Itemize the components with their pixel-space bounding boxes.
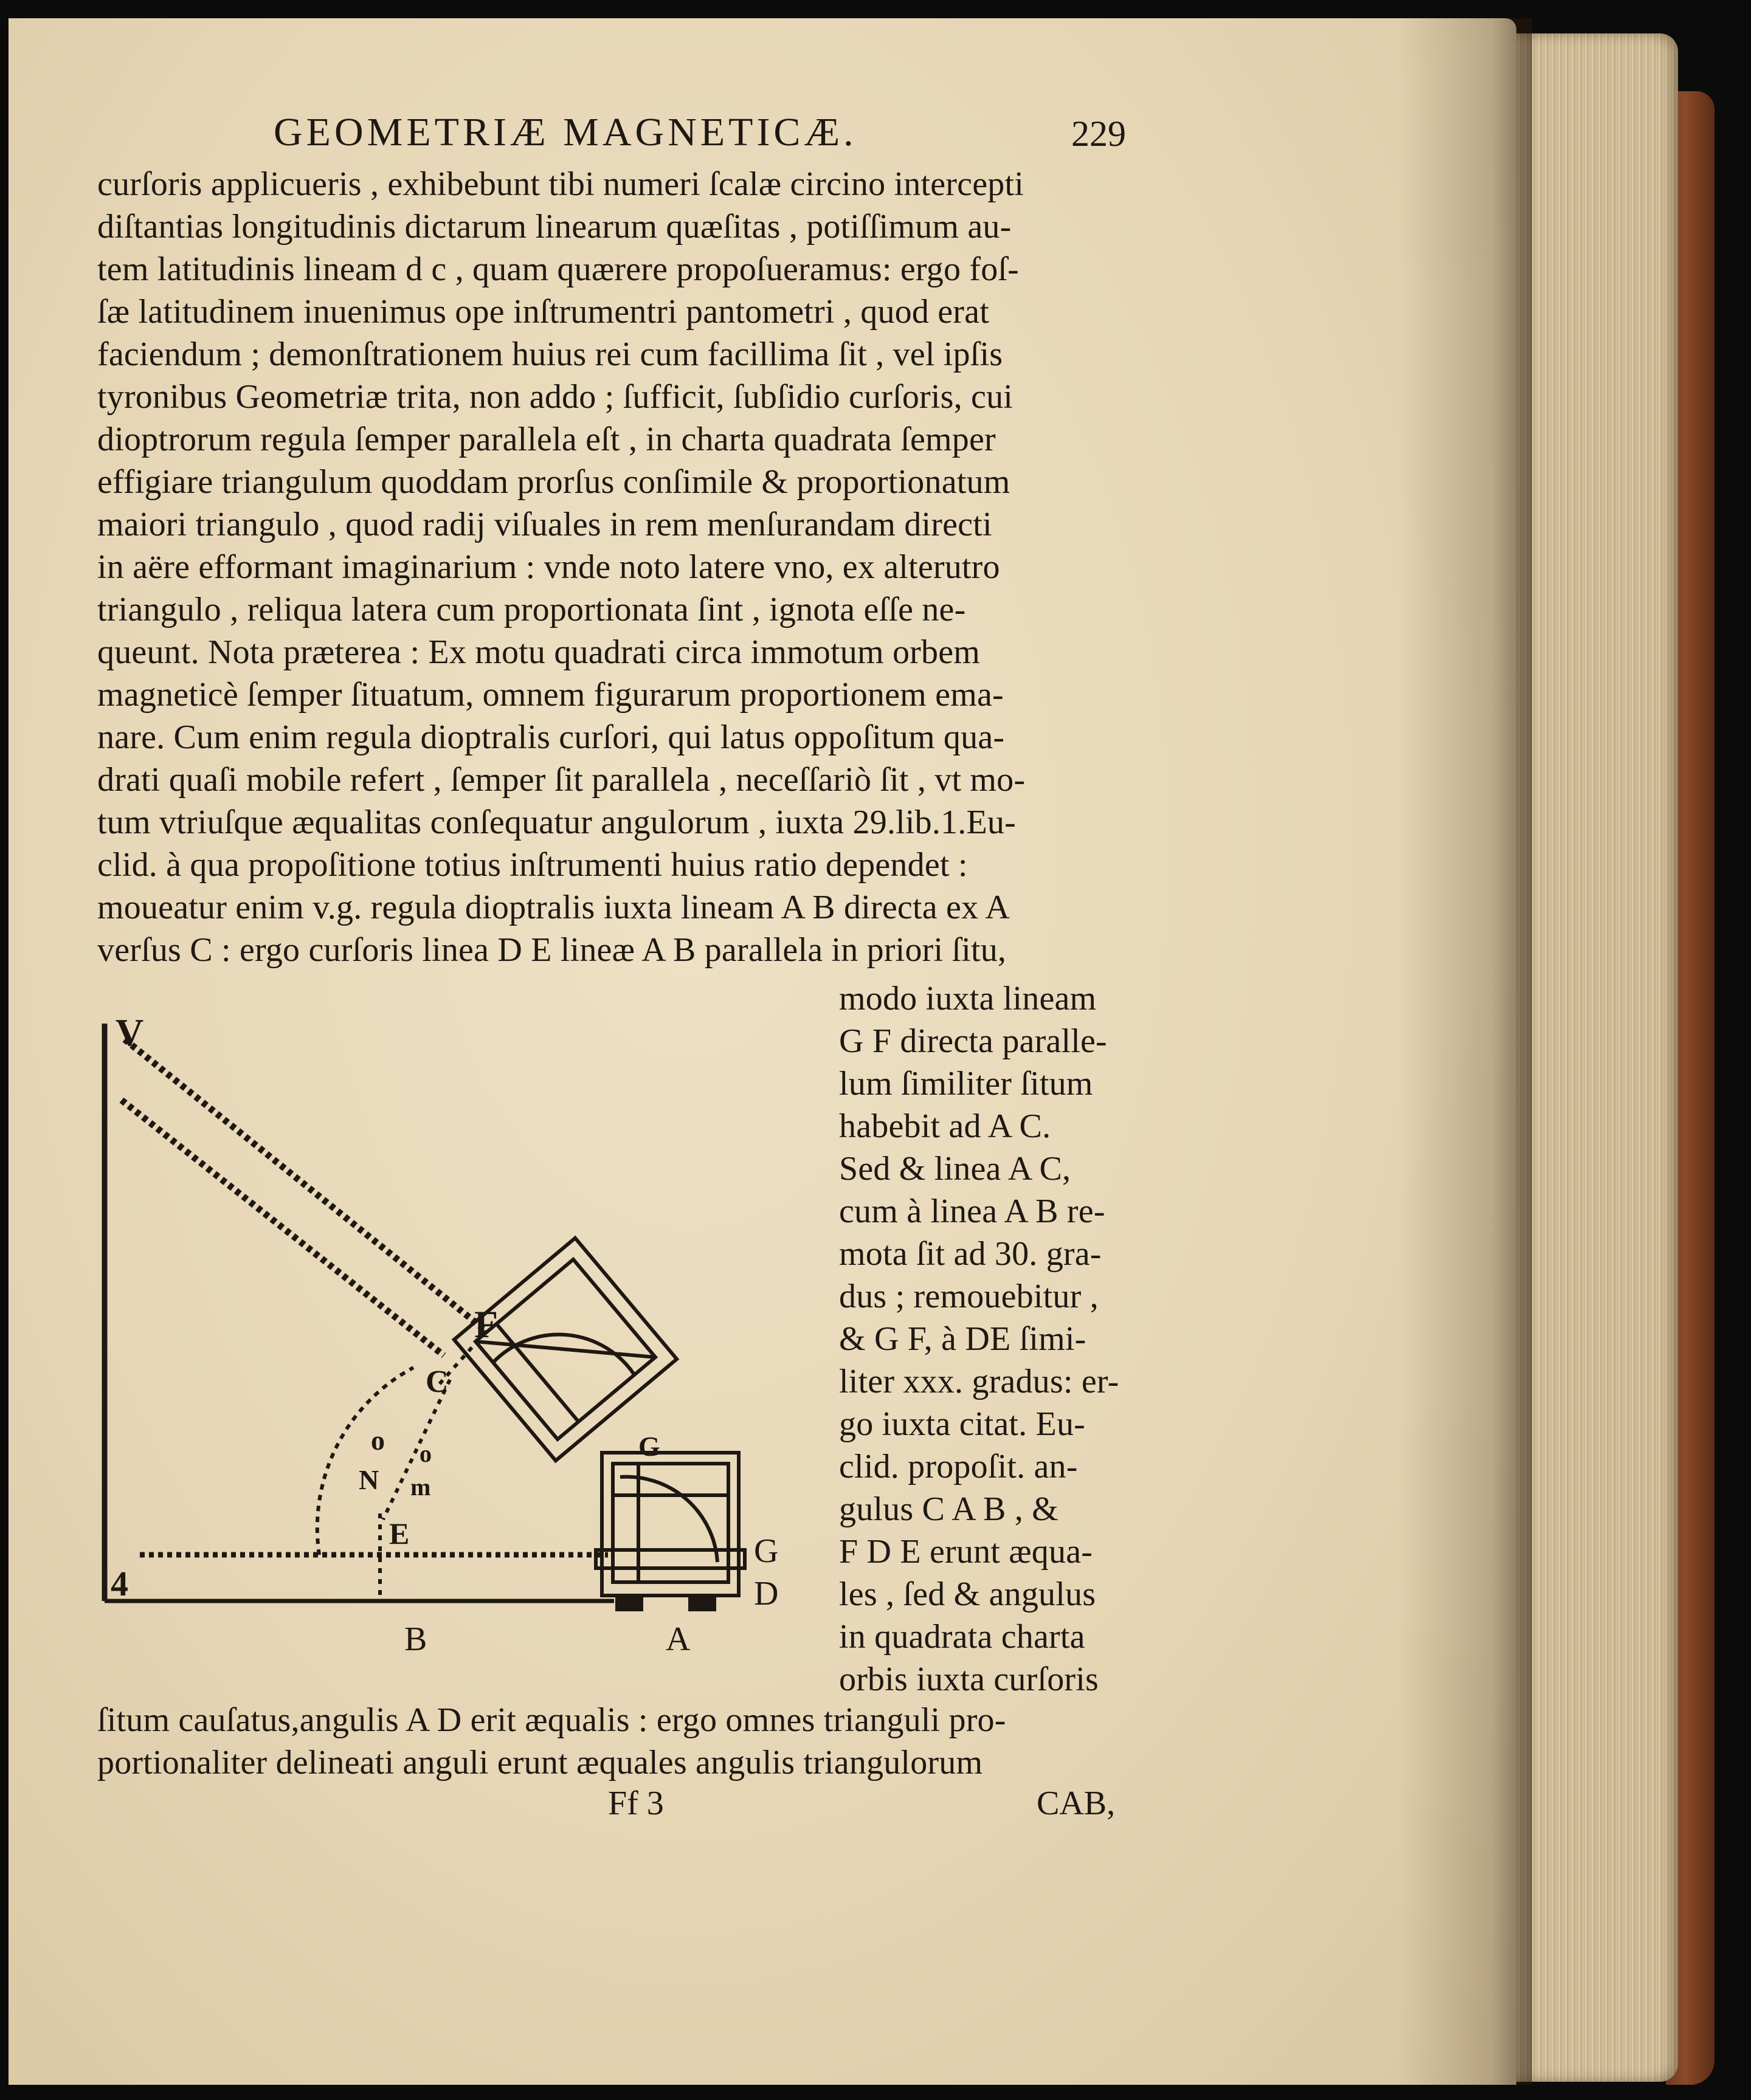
- text-line: verſus C : ergo curſoris linea D E lineæ A B parallela in priori ſitu,: [97, 931, 1007, 969]
- label-four: 4: [111, 1564, 128, 1603]
- text-line: cum à linea A B re-: [839, 1193, 1105, 1230]
- label-f: F: [474, 1303, 499, 1346]
- text-line: dus ; remouebitur ,: [839, 1278, 1099, 1315]
- text-line: tum vtriuſque æqualitas conſequatur angulorum , iuxta 29.lib.1.Eu-: [97, 804, 1016, 841]
- text-line: queunt. Nota præterea : Ex motu quadrati circa immotum orbem: [97, 633, 981, 671]
- text-line: ſitum cauſatus,angulis A D erit æqualis : ergo omnes trianguli pro-: [97, 1701, 1006, 1739]
- text-line: G F directa paralle-: [839, 1022, 1107, 1060]
- running-header: GEOMETRIÆ MAGNETICÆ.: [274, 110, 857, 154]
- text-line: habebit ad A C.: [839, 1107, 1051, 1145]
- text-line: F D E erunt æqua-: [839, 1533, 1093, 1571]
- sight-line-upper: [125, 1039, 486, 1331]
- text-line: clid. à qua propoſitione totius inſtrumenti huius ratio dependet :: [97, 846, 968, 884]
- arc-digit: N: [359, 1464, 379, 1495]
- label-g: G: [754, 1532, 779, 1570]
- label-c: C: [426, 1365, 449, 1399]
- rotated-quadrant: [454, 1238, 677, 1461]
- label-g-box: G: [638, 1431, 660, 1462]
- text-line: portionaliter delineati anguli erunt æquales angulis triangulorum: [97, 1744, 983, 1782]
- text-line: mota ſit ad 30. gra-: [839, 1235, 1102, 1273]
- signature-mark: Ff 3: [608, 1785, 664, 1822]
- text-line: diſtantias longitudinis dictarum linearum quæſitas , potiſſimum au-: [97, 208, 1012, 246]
- text-line: maiori triangulo , quod radij viſuales in rem menſurandam directi: [97, 506, 992, 543]
- upright-quadrant: [596, 1453, 745, 1609]
- text-line: in aëre efformant imaginarium : vnde noto latere vno, ex alterutro: [97, 548, 1000, 586]
- text-line: gulus C A B , &: [839, 1490, 1059, 1528]
- page-number: 229: [1071, 114, 1126, 154]
- text-line: magneticè ſemper ſituatum, omnem figurarum proportionem ema-: [97, 676, 1004, 714]
- text-line: drati quaſi mobile refert , ſemper ſit parallela , neceſſariò ſit , vt mo-: [97, 761, 1026, 799]
- text-line: curſoris applicueris , exhibebunt tibi numeri ſcalæ circino intercepti: [97, 165, 1024, 203]
- text-line: tem latitudinis lineam d c , quam quærere propoſueramus: ergo foſ-: [97, 250, 1020, 288]
- label-v: V: [116, 1015, 144, 1054]
- catchword: CAB,: [1037, 1785, 1116, 1822]
- text-line: les , ſed & angulus: [839, 1575, 1096, 1613]
- text-line: tyronibus Geometriæ trita, non addo ; ſufficit, ſubſidio curſoris, cui: [97, 378, 1014, 416]
- text-line: dioptrorum regula ſemper parallela eſt , in charta quadrata ſemper: [97, 421, 996, 458]
- text-line: liter xxx. gradus: er-: [839, 1363, 1119, 1400]
- sight-line-lower: [122, 1100, 444, 1355]
- text-line: moueatur enim v.g. regula dioptralis iuxta lineam A B directa ex A: [97, 889, 1010, 926]
- text-line: Sed & linea A C,: [839, 1150, 1071, 1188]
- text-line: ſæ latitudinem inuenimus ope inſtrumentri pantometri , quod erat: [97, 293, 989, 331]
- arc-digit: m: [410, 1473, 431, 1501]
- text-line: modo iuxta lineam: [839, 980, 1097, 1017]
- label-e: E: [389, 1516, 410, 1551]
- arc-digit: o: [420, 1440, 432, 1467]
- text-line: in quadrata charta: [839, 1618, 1085, 1656]
- text-line: nare. Cum enim regula dioptralis curſori, qui latus oppoſitum qua-: [97, 718, 1005, 756]
- text-line: & G F, à DE ſimi-: [839, 1320, 1086, 1358]
- label-d: D: [754, 1575, 779, 1613]
- text-line: lum ſimiliter ſitum: [839, 1065, 1093, 1103]
- geometric-figure: [97, 1015, 796, 1671]
- gutter-shadow: [1398, 18, 1532, 2085]
- label-b: B: [404, 1620, 427, 1658]
- text-line: faciendum ; demonſtrationem huius rei cum facillima ſit , vel ipſis: [97, 336, 1003, 373]
- text-line: orbis iuxta curſoris: [839, 1661, 1099, 1698]
- text-line: go iuxta citat. Eu-: [839, 1405, 1086, 1443]
- text-line: effigiare triangulum quoddam prorſus conſimile & proportionatum: [97, 463, 1010, 501]
- text-line: clid. propoſit. an-: [839, 1448, 1078, 1485]
- text-line: triangulo , reliqua latera cum proportionata ſint , ignota eſſe ne-: [97, 591, 966, 628]
- label-a: A: [666, 1620, 691, 1658]
- arc-digit: o: [371, 1425, 385, 1456]
